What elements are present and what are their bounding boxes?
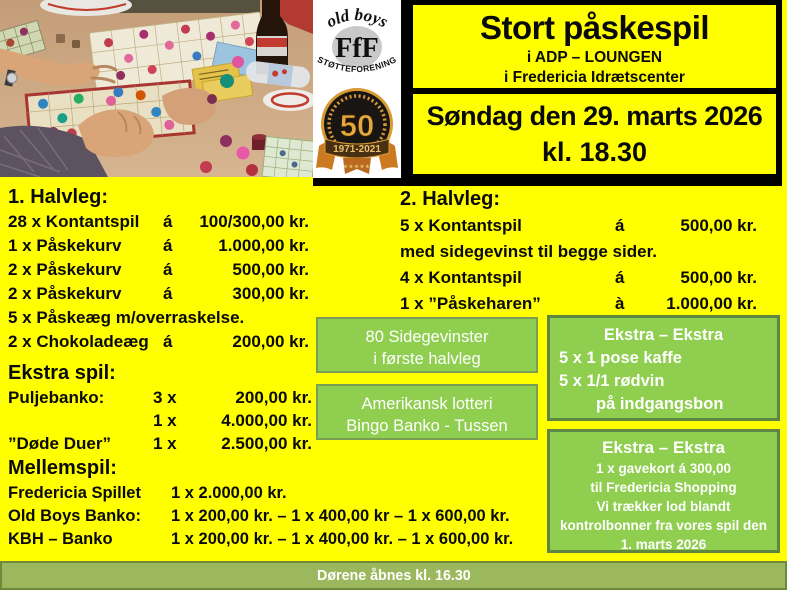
prize-qty: 3 x bbox=[153, 388, 177, 407]
prize-price: 200,00 kr. bbox=[232, 332, 309, 351]
logo-oldboys-text: old boys bbox=[323, 4, 392, 32]
prize-price: 500,00 kr. bbox=[232, 260, 309, 279]
badge-stars: ★★★★★ bbox=[343, 164, 371, 170]
prize-row bbox=[8, 258, 309, 282]
prize-qty: 1 x bbox=[153, 411, 177, 430]
prize-row bbox=[8, 210, 309, 234]
second-half-list bbox=[400, 213, 757, 317]
greenbox-side-prizes bbox=[316, 317, 538, 373]
lottery-line2: Bingo Banko - Tussen bbox=[346, 417, 508, 435]
prize-values: 1 x 200,00 kr. – 1 x 400,00 kr – 1 x 600,00 kr. bbox=[171, 507, 510, 525]
prize-label: 28 x Kontantspil bbox=[8, 212, 140, 231]
side-prizes-line1: 80 Sidegevinster bbox=[365, 328, 489, 346]
extra-coffee-title: Ekstra – Ekstra bbox=[603, 326, 724, 344]
time-line: kl. 18.30 bbox=[541, 137, 648, 167]
mid-row bbox=[8, 505, 548, 528]
badge-years: 1971-2021 bbox=[333, 144, 381, 155]
extra-gift-line4: kontrolbonner fra vores spil den bbox=[559, 518, 768, 533]
prize-label bbox=[8, 409, 153, 432]
prize-label: 2 x Påskekurv bbox=[8, 284, 122, 303]
prize-row bbox=[400, 213, 757, 239]
first-half-heading: 1. Halvleg: bbox=[8, 186, 109, 208]
club-logo-graphic bbox=[313, 0, 401, 178]
prize-values: 1 x 2.000,00 kr. bbox=[171, 484, 287, 502]
extra-coffee-line3: på indgangsbon bbox=[596, 395, 724, 413]
prize-price: 500,00 kr. bbox=[680, 268, 757, 287]
extra-games-heading: Ekstra spil: bbox=[8, 362, 116, 384]
prize-unit: á bbox=[163, 332, 173, 351]
prize-unit: á bbox=[163, 260, 173, 279]
extra-gift-line3: Vi trækker lod blandt bbox=[596, 499, 731, 514]
prize-price: 300,00 kr. bbox=[232, 284, 309, 303]
greenbox-extra-coffee bbox=[547, 315, 780, 421]
prize-label: KBH – Banko bbox=[8, 530, 113, 548]
extra-gift-line2: til Fredericia Shopping bbox=[590, 480, 737, 495]
prize-price: 200,00 kr. bbox=[235, 388, 312, 407]
lottery-line1: Amerikansk lotteri bbox=[361, 395, 493, 413]
mid-row bbox=[8, 482, 548, 505]
club-logo bbox=[313, 0, 401, 178]
prize-row bbox=[400, 291, 757, 317]
prize-row bbox=[8, 234, 309, 258]
event-title: Stort påskespil bbox=[479, 9, 710, 46]
prize-row bbox=[8, 282, 309, 306]
prize-price: 2.500,00 kr. bbox=[221, 434, 312, 453]
prize-unit: á bbox=[163, 236, 173, 255]
prize-price: 1.000,00 kr. bbox=[666, 294, 757, 313]
greenbox-extra-giftcard bbox=[547, 429, 780, 553]
bingo-table-illustration bbox=[0, 0, 313, 177]
anniversary-badge bbox=[316, 88, 398, 174]
extra-row bbox=[8, 386, 312, 409]
prize-label: med sidegevinst til begge sider. bbox=[400, 242, 657, 261]
prize-price: 500,00 kr. bbox=[680, 216, 757, 235]
prize-unit: á bbox=[615, 268, 625, 287]
badge-number: 50 bbox=[339, 108, 375, 143]
prize-row bbox=[400, 265, 757, 291]
prize-label: Fredericia Spillet bbox=[8, 484, 141, 502]
footer-bar bbox=[0, 561, 787, 590]
prize-label: ”Døde Duer” bbox=[8, 434, 111, 453]
prize-unit: á bbox=[163, 284, 173, 303]
title-box bbox=[410, 2, 779, 91]
prize-price: 4.000,00 kr. bbox=[221, 411, 312, 430]
extra-row bbox=[8, 432, 312, 455]
first-half-list bbox=[8, 210, 309, 354]
mid-row bbox=[8, 528, 548, 551]
prize-row bbox=[400, 239, 757, 265]
prize-unit: á bbox=[163, 212, 173, 231]
prize-label: Old Boys Banko: bbox=[8, 507, 141, 525]
venue-line-1: i ADP – LOUNGEN bbox=[526, 49, 663, 66]
doors-open-text: Dørene åbnes kl. 16.30 bbox=[316, 567, 471, 584]
prize-label: 1 x ”Påskeharen” bbox=[400, 294, 541, 313]
extra-gift-line5: 1. marts 2026 bbox=[620, 537, 707, 552]
prize-label: 5 x Kontantspil bbox=[400, 216, 522, 235]
prize-price: 1.000,00 kr. bbox=[218, 236, 309, 255]
prize-label: 4 x Kontantspil bbox=[400, 268, 522, 287]
side-prizes-line2: i første halvleg bbox=[373, 350, 481, 368]
prize-row bbox=[8, 306, 309, 330]
prize-label: 5 x Påskeæg m/overraskelse. bbox=[8, 308, 245, 327]
date-line: Søndag den 29. marts 2026 bbox=[426, 101, 763, 131]
event-photo bbox=[0, 0, 313, 177]
prize-values: 1 x 200,00 kr. – 1 x 400,00 kr. – 1 x 600,00 kr. bbox=[171, 530, 514, 548]
prize-unit: á bbox=[615, 216, 625, 235]
venue-line-2: i Fredericia Idrætscenter bbox=[504, 69, 685, 86]
prize-price: 100/300,00 kr. bbox=[199, 212, 309, 231]
logo-stotteforening-text: STØTTEFORENING bbox=[315, 54, 399, 75]
prize-unit: à bbox=[615, 294, 625, 313]
extra-coffee-line2: 5 x 1/1 rødvin bbox=[559, 372, 665, 390]
date-box bbox=[410, 91, 779, 177]
extra-games-list bbox=[8, 386, 312, 455]
mid-games-heading: Mellemspil: bbox=[8, 457, 117, 479]
extra-row bbox=[8, 409, 312, 432]
prize-label: 1 x Påskekurv bbox=[8, 236, 122, 255]
extra-gift-line1: 1 x gavekort á 300,00 bbox=[595, 461, 732, 476]
mid-games-list bbox=[8, 482, 548, 551]
second-half-heading: 2. Halvleg: bbox=[400, 188, 501, 210]
prize-row bbox=[8, 330, 309, 354]
greenbox-lottery bbox=[316, 384, 538, 440]
logo-monogram: FfF bbox=[335, 33, 379, 64]
prize-qty: 1 x bbox=[153, 434, 177, 453]
prize-label: Puljebanko: bbox=[8, 388, 105, 407]
extra-coffee-line1: 5 x 1 pose kaffe bbox=[559, 349, 682, 367]
extra-gift-title: Ekstra – Ekstra bbox=[602, 438, 725, 457]
prize-label: 2 x Chokoladeæg bbox=[8, 332, 149, 351]
prize-label: 2 x Påskekurv bbox=[8, 260, 122, 279]
